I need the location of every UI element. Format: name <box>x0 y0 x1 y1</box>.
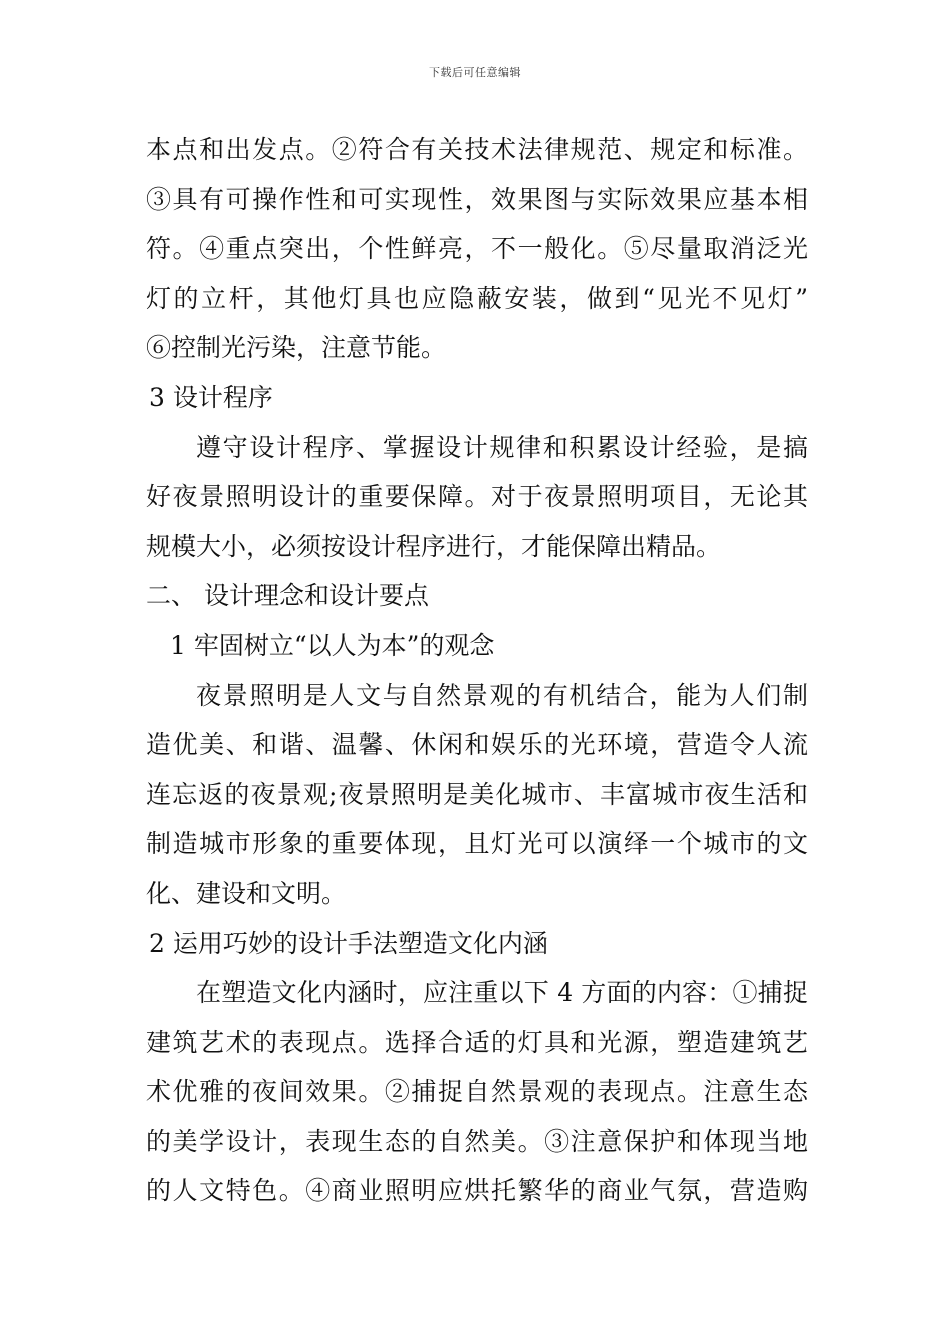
chapter-heading: 二、 设计理念和设计要点 <box>146 581 429 611</box>
section-heading: 1 牢固树立“以人为本”的观念 <box>170 630 495 660</box>
text-line: 规模大小，必须按设计程序进行，才能保障出精品。 <box>146 531 722 561</box>
section-heading: 2 运用巧妙的设计手法塑造文化内涵 <box>149 928 548 958</box>
text-line: 造优美、和谐、温馨、休闲和娱乐的光环境，营造令人流 <box>146 730 808 760</box>
text-line: 术优雅的夜间效果。②捕捉自然景观的表现点。注意生态 <box>146 1077 808 1107</box>
text-line: 的人文特色。④商业照明应烘托繁华的商业气氛，营造购 <box>146 1176 808 1206</box>
document-body <box>146 125 808 1216</box>
text-line: 建筑艺术的表现点。选择合适的灯具和光源，塑造建筑艺 <box>146 1027 808 1057</box>
text-line: 连忘返的夜景观;夜景照明是美化城市、丰富城市夜生活和 <box>146 779 808 809</box>
text-line: ⑥控制光污染，注意节能。 <box>146 333 447 363</box>
text-line: 灯的立杆，其他灯具也应隐蔽安装，做到“见光不见灯” <box>146 283 808 313</box>
text-line: 遵守设计程序、掌握设计规律和积累设计经验，是搞 <box>196 432 808 462</box>
text-line: 本点和出发点。②符合有关技术法律规范、规定和标准。 <box>146 135 808 164</box>
text-line: 好夜景照明设计的重要保障。对于夜景照明项目，无论其 <box>146 482 808 512</box>
text-line: 夜景照明是人文与自然景观的有机结合，能为人们制 <box>196 680 808 710</box>
text-line: ③具有可操作性和可实现性，效果图与实际效果应基本相 <box>146 184 808 214</box>
text-line: 符。④重点突出，个性鲜亮，不一般化。⑤尽量取消泛光 <box>146 234 808 264</box>
text-line: 在塑造文化内涵时，应注重以下 4 方面的内容：①捕捉 <box>196 978 808 1008</box>
page-header-note: 下载后可任意编辑 <box>429 66 521 79</box>
text-line: 制造城市形象的重要体现，且灯光可以演绎一个城市的文 <box>146 829 808 859</box>
text-line: 化、建设和文明。 <box>146 878 347 908</box>
text-line: 的美学设计，表现生态的自然美。③注意保护和体现当地 <box>146 1126 808 1156</box>
section-heading: 3 设计程序 <box>149 382 273 412</box>
